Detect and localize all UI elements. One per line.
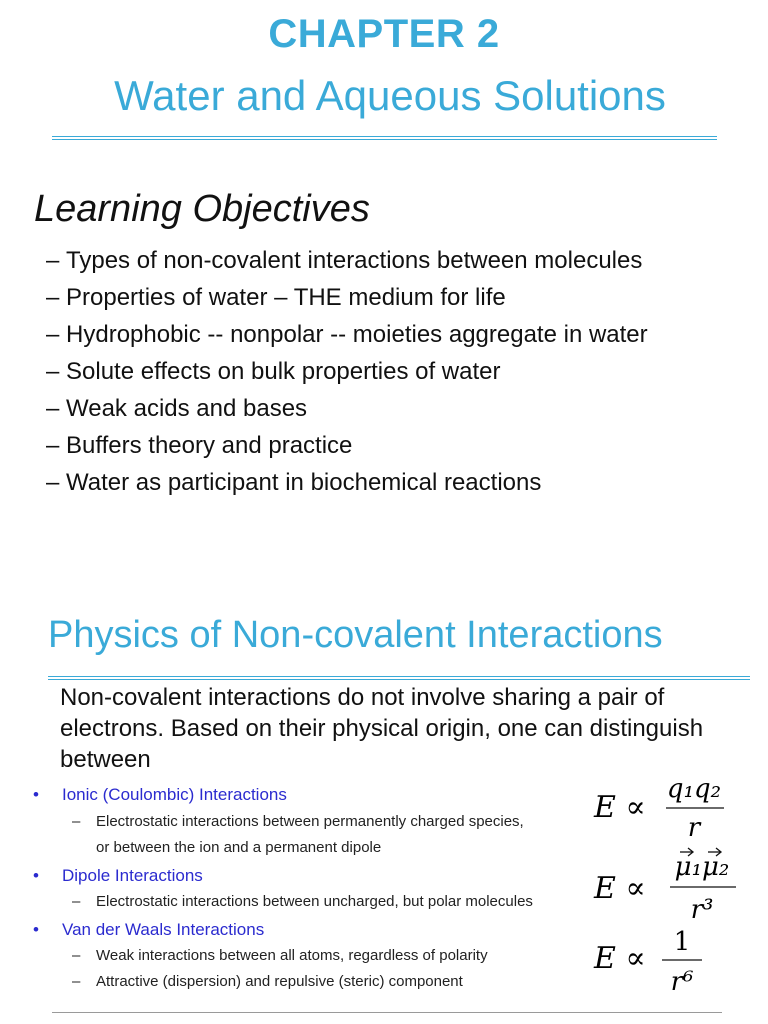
dash-icon: – [72,973,81,990]
physics-divider [48,676,750,680]
vdw-numerator: 1 [673,927,691,957]
bullet-icon: • [33,920,39,939]
coulomb-equation [593,774,724,843]
dipole-lhs: E ∝ [594,871,646,906]
title-divider [52,136,717,140]
ionic-interactions-title: • Ionic (Coulombic) Interactions [33,785,287,804]
ionic-sub-1: – Electrostatic interactions between permanently charged species, [72,813,524,830]
dash-icon: – [72,813,81,830]
list-item: – Water as participant in biochemical reactions [46,464,648,501]
physics-intro: Non-covalent interactions do not involve sharing a pair of electrons. Based on their physical origin, one can distinguish between [60,684,704,773]
bullet-icon: • [33,866,39,885]
vdw-equation [593,927,702,997]
list-item: – Types of non-covalent interactions between molecules [46,242,648,279]
coulomb-numerator: q₁q₂ [666,774,722,804]
dipole-numerator: μ₁μ₂ [674,852,730,882]
vdw-denominator: r⁶ [670,967,694,997]
dash-icon: – [72,947,81,964]
dash-icon: – [72,893,81,910]
vdw-interactions-title: • Van der Waals Interactions [33,920,265,939]
list-item: – Solute effects on bulk properties of water [46,353,648,390]
coulomb-lhs: E ∝ [594,790,646,825]
bottom-divider [52,1012,722,1013]
list-item: – Weak acids and bases [46,390,648,427]
list-item: – Buffers theory and practice [46,427,648,464]
equations-figure [590,770,750,1010]
bullet-icon: • [33,785,39,804]
dipole-interactions-title: • Dipole Interactions [33,866,203,885]
coulomb-denominator: r [687,813,701,843]
vdw-sub-1: – Weak interactions between all atoms, regardless of polarity [72,947,488,964]
chapter-subtitle: Water and Aqueous Solutions [114,72,666,119]
dipole-equation [593,848,736,925]
learning-objectives-heading: Learning Objectives [34,188,370,230]
learning-objectives-list [46,242,648,501]
ionic-sub-2: or between the ion and a permanent dipole [96,839,382,856]
dipole-sub-1: – Electrostatic interactions between uncharged, but polar molecules [72,893,533,910]
vdw-lhs: E ∝ [594,941,646,976]
list-item: – Hydrophobic -- nonpolar -- moieties aggregate in water [46,316,648,353]
list-item: – Properties of water – THE medium for life [46,279,648,316]
physics-heading: Physics of Non-covalent Interactions [48,614,663,656]
vdw-sub-2: – Attractive (dispersion) and repulsive (steric) component [72,973,463,990]
chapter-title: CHAPTER 2 [268,12,500,56]
dipole-denominator: r³ [690,895,714,925]
